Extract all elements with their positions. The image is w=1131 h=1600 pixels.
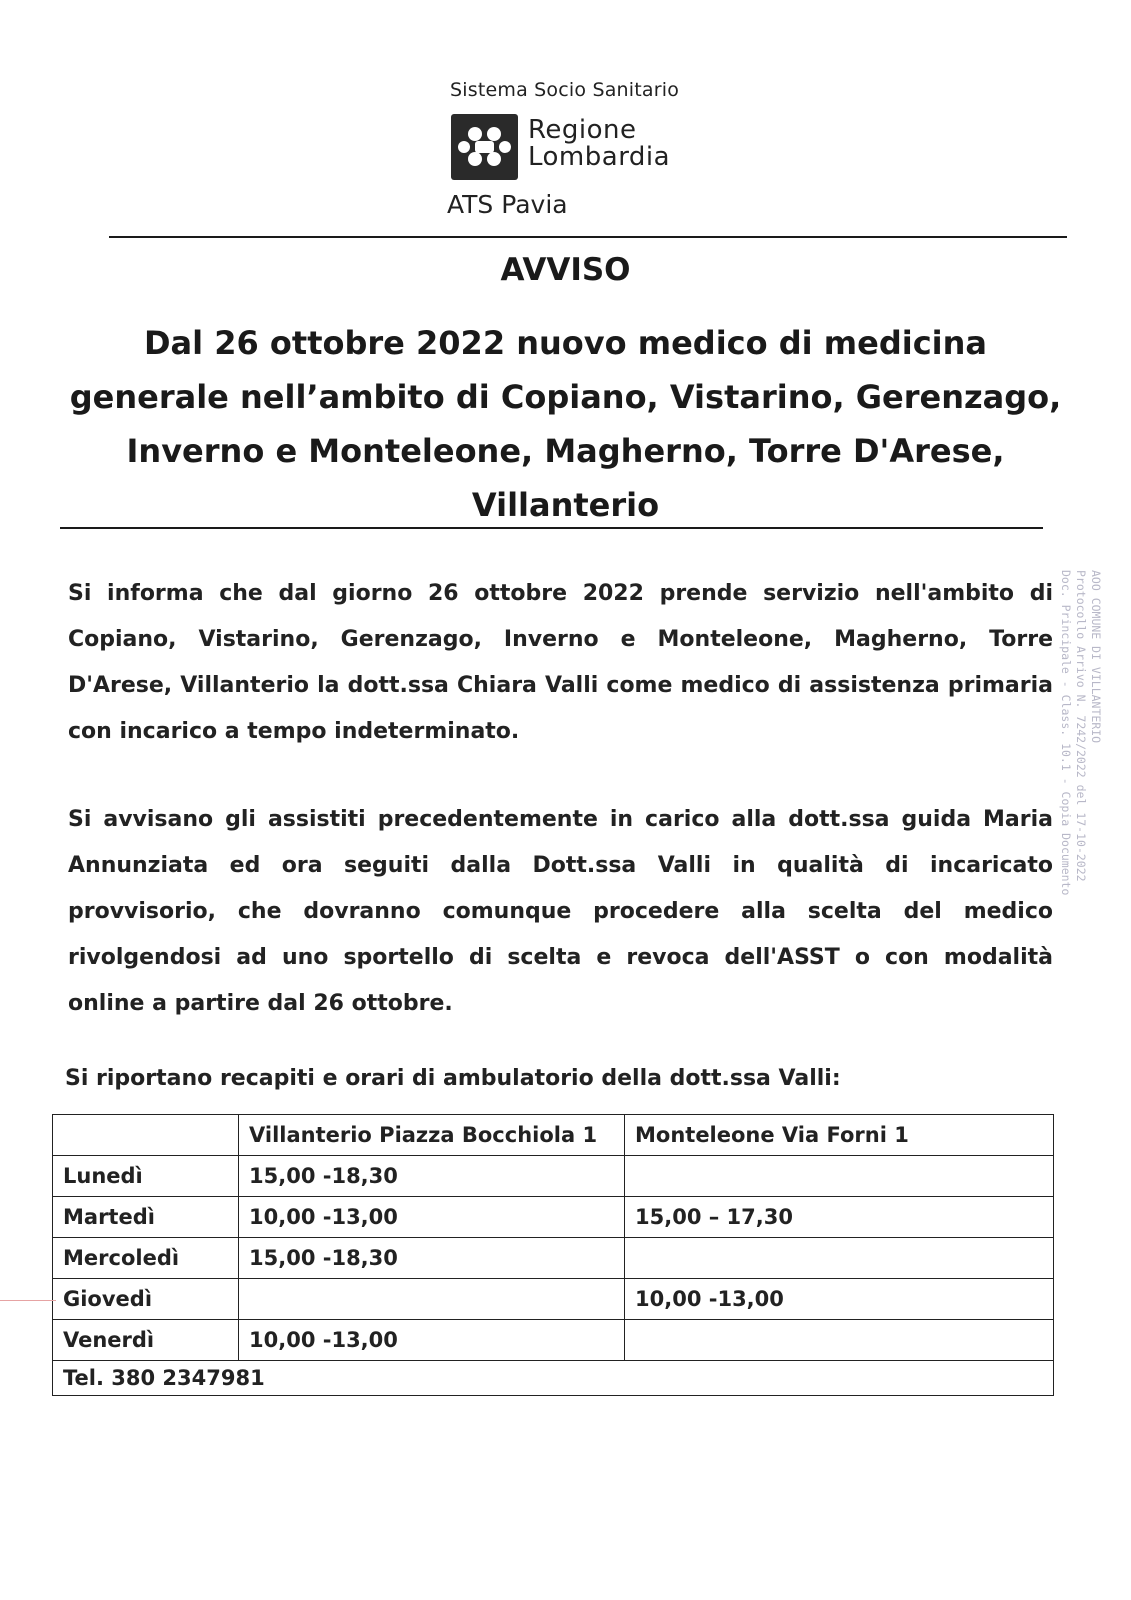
table-header-cell (53, 1115, 239, 1156)
table-cell: 15,00 – 17,30 (625, 1197, 1054, 1238)
table-day-cell: Martedì (53, 1197, 239, 1238)
table-cell: 10,00 -13,00 (239, 1197, 625, 1238)
region-name (528, 117, 670, 171)
table-cell: 10,00 -13,00 (625, 1279, 1054, 1320)
table-row (53, 1197, 1054, 1238)
table-row (53, 1279, 1054, 1320)
agency-name: ATS Pavia (447, 190, 568, 219)
regione-lombardia-logo-icon (451, 114, 518, 180)
title-line-3: Inverno e Monteleone, Magherno, Torre D'Arese, (126, 432, 1005, 470)
table-header-row (53, 1115, 1054, 1156)
stamp-line-1: AOO COMUNE DI VILLANTERIO (1089, 570, 1103, 744)
table-row (53, 1320, 1054, 1361)
notice-label: AVVISO (500, 252, 631, 288)
title-divider (60, 527, 1043, 529)
table-day-cell: Lunedì (53, 1156, 239, 1197)
protocol-stamp (1058, 570, 1103, 895)
table-cell (625, 1320, 1054, 1361)
table-row (53, 1238, 1054, 1279)
table-day-cell: Giovedì (53, 1279, 239, 1320)
table-cell: 15,00 -18,30 (239, 1238, 625, 1279)
title-line-4: Villanterio (471, 486, 660, 524)
title-line-1: Dal 26 ottobre 2022 nuovo medico di medicina (143, 324, 988, 362)
recapiti-intro: Si riportano recapiti e orari di ambulatorio della dott.ssa Valli: (65, 1066, 841, 1091)
table-cell (625, 1156, 1054, 1197)
title-line-2: generale nell’ambito di Copiano, Vistarino, Gerenzago, (69, 378, 1062, 416)
paragraph-1: Si informa che dal giorno 26 ottobre 2022 prende servizio nell'ambito di Copiano, Vistarino, Gerenzago, Inverno e Monteleone, Magherno, Torre D'Arese, Villanterio la dott.ssa Chiara Valli come medico di assistenza primaria con incarico a tempo indeterminato. (68, 581, 1053, 744)
region-line-1: Regione (528, 115, 637, 145)
table-cell (239, 1279, 625, 1320)
region-line-2: Lombardia (528, 142, 671, 172)
table-day-cell: Venerdì (53, 1320, 239, 1361)
header-divider (109, 236, 1067, 238)
stamp-line-2: Protocollo Arrivo N. 7242/2022 del 17-10-2022 (1074, 570, 1088, 882)
notice-title (60, 316, 1071, 532)
table-header-cell: Villanterio Piazza Bocchiola 1 (239, 1115, 625, 1156)
paragraph-2: Si avvisano gli assistiti precedentemente in carico alla dott.ssa guida Maria Annunziata ed ora seguiti dalla Dott.ssa Valli in qualità di incaricato provvisorio, che dovranno comunque procedere alla scelta del medico rivolgendosi ad uno sportello di scelta e revoca dell'ASST o con modalità online a partire dal 26 ottobre. (68, 807, 1053, 1016)
header-system: Sistema Socio Sanitario (450, 79, 680, 101)
phone-number: Tel. 380 2347981 (53, 1361, 1054, 1396)
table-cell (625, 1238, 1054, 1279)
table-day-cell: Mercoledì (53, 1238, 239, 1279)
schedule-table (52, 1114, 1054, 1396)
table-header-cell: Monteleone Via Forni 1 (625, 1115, 1054, 1156)
table-cell: 10,00 -13,00 (239, 1320, 625, 1361)
scan-mark (0, 1300, 56, 1301)
table-phone-row (53, 1361, 1054, 1396)
table-cell: 15,00 -18,30 (239, 1156, 625, 1197)
stamp-line-3: Doc. Principale - Class. 10.1 - Copia Documento (1059, 570, 1073, 896)
table-row (53, 1156, 1054, 1197)
